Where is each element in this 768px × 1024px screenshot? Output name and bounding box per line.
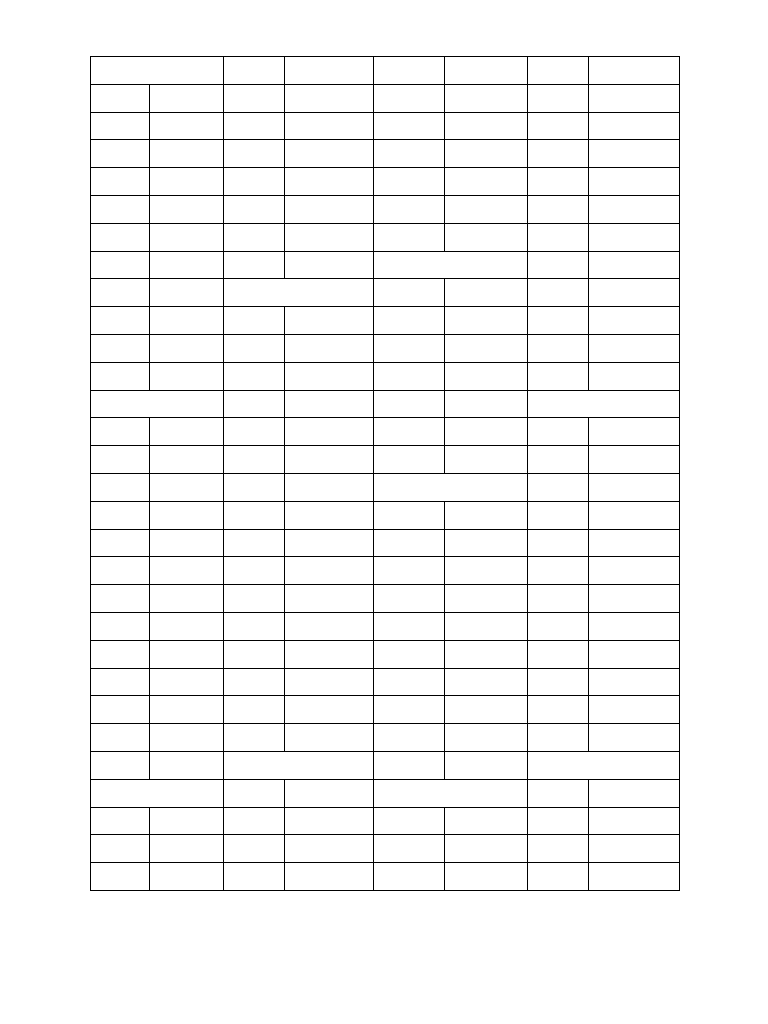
- hanzi-cell: [528, 807, 589, 835]
- hanzi-cell: [528, 585, 589, 613]
- pinyin-cell: [285, 362, 374, 390]
- hanzi-cell: [374, 612, 445, 640]
- hanzi-cell: [224, 140, 285, 168]
- table-row: [91, 168, 680, 196]
- hanzi-cell: [224, 168, 285, 196]
- hanzi-cell: [528, 779, 589, 807]
- pinyin-cell: [589, 307, 680, 335]
- pinyin-cell: [285, 724, 374, 752]
- pinyin-cell: [589, 557, 680, 585]
- hanzi-cell: [224, 473, 285, 501]
- hanzi-cell: [91, 612, 150, 640]
- table-row: [91, 668, 680, 696]
- hanzi-cell: [374, 501, 445, 529]
- hanzi-cell: [528, 640, 589, 668]
- lesson-header: [528, 751, 680, 779]
- hanzi-cell: [528, 362, 589, 390]
- pinyin-cell: [445, 501, 528, 529]
- hanzi-cell: [91, 112, 150, 140]
- hanzi-cell: [91, 724, 150, 752]
- hanzi-cell: [224, 446, 285, 474]
- hanzi-cell: [528, 529, 589, 557]
- pinyin-cell: [150, 418, 224, 446]
- pinyin-cell: [589, 446, 680, 474]
- hanzi-cell: [374, 668, 445, 696]
- pinyin-cell: [150, 112, 224, 140]
- pinyin-cell: [445, 168, 528, 196]
- pinyin-cell: [285, 779, 374, 807]
- pinyin-cell: [445, 307, 528, 335]
- hanzi-cell: [374, 585, 445, 613]
- hanzi-cell: [91, 557, 150, 585]
- table-row: [91, 835, 680, 863]
- table-row: [91, 390, 680, 418]
- hanzi-cell: [224, 334, 285, 362]
- pinyin-cell: [150, 724, 224, 752]
- pinyin-cell: [150, 585, 224, 613]
- hanzi-cell: [374, 529, 445, 557]
- table-row: [91, 362, 680, 390]
- pinyin-cell: [285, 195, 374, 223]
- pinyin-cell: [285, 223, 374, 251]
- pinyin-cell: [150, 751, 224, 779]
- table-row: [91, 473, 680, 501]
- table-row: [91, 612, 680, 640]
- hanzi-cell: [224, 418, 285, 446]
- table-row: [91, 279, 680, 307]
- pinyin-cell: [589, 529, 680, 557]
- hanzi-cell: [91, 807, 150, 835]
- pinyin-cell: [285, 446, 374, 474]
- hanzi-cell: [91, 307, 150, 335]
- hanzi-cell: [91, 585, 150, 613]
- pinyin-cell: [150, 501, 224, 529]
- hanzi-cell: [224, 585, 285, 613]
- hanzi-cell: [528, 112, 589, 140]
- hanzi-cell: [91, 446, 150, 474]
- pinyin-cell: [589, 807, 680, 835]
- pinyin-cell: [285, 112, 374, 140]
- table-row: [91, 529, 680, 557]
- table-row: [91, 585, 680, 613]
- hanzi-cell: [91, 279, 150, 307]
- hanzi-cell: [374, 724, 445, 752]
- pinyin-cell: [150, 668, 224, 696]
- hanzi-cell: [374, 807, 445, 835]
- pinyin-cell: [285, 168, 374, 196]
- hanzi-cell: [528, 84, 589, 112]
- lesson-header: [374, 473, 528, 501]
- pinyin-cell: [285, 863, 374, 891]
- hanzi-cell: [528, 612, 589, 640]
- hanzi-cell: [374, 140, 445, 168]
- hanzi-cell: [528, 251, 589, 279]
- hanzi-cell: [528, 334, 589, 362]
- table-row: [91, 307, 680, 335]
- hanzi-cell: [91, 640, 150, 668]
- pinyin-cell: [589, 724, 680, 752]
- pinyin-cell: [150, 362, 224, 390]
- pinyin-cell: [589, 195, 680, 223]
- pinyin-cell: [445, 84, 528, 112]
- hanzi-cell: [224, 307, 285, 335]
- hanzi-cell: [528, 195, 589, 223]
- pinyin-cell: [285, 251, 374, 279]
- hanzi-cell: [528, 696, 589, 724]
- hanzi-cell: [91, 835, 150, 863]
- hanzi-cell: [224, 724, 285, 752]
- table-row: [91, 640, 680, 668]
- pinyin-cell: [150, 640, 224, 668]
- pinyin-cell: [589, 251, 680, 279]
- pinyin-cell: [445, 835, 528, 863]
- pinyin-cell: [589, 585, 680, 613]
- pinyin-cell: [285, 612, 374, 640]
- pinyin-cell: [150, 334, 224, 362]
- hanzi-cell: [224, 251, 285, 279]
- pinyin-cell: [445, 612, 528, 640]
- pinyin-cell: [285, 140, 374, 168]
- hanzi-cell: [374, 168, 445, 196]
- hanzi-cell: [224, 640, 285, 668]
- hanzi-cell: [528, 140, 589, 168]
- hanzi-cell: [374, 835, 445, 863]
- pinyin-cell: [150, 473, 224, 501]
- pinyin-cell: [285, 529, 374, 557]
- table-row: [91, 84, 680, 112]
- pinyin-cell: [589, 84, 680, 112]
- hanzi-cell: [91, 84, 150, 112]
- pinyin-cell: [445, 585, 528, 613]
- pinyin-cell: [285, 696, 374, 724]
- pinyin-cell: [589, 863, 680, 891]
- pinyin-cell: [445, 724, 528, 752]
- pinyin-cell: [589, 57, 680, 85]
- pinyin-cell: [445, 668, 528, 696]
- pinyin-cell: [150, 529, 224, 557]
- pinyin-cell: [589, 668, 680, 696]
- pinyin-cell: [150, 446, 224, 474]
- hanzi-cell: [528, 307, 589, 335]
- pinyin-cell: [445, 57, 528, 85]
- pinyin-cell: [445, 279, 528, 307]
- lesson-header: [224, 751, 374, 779]
- hanzi-cell: [224, 557, 285, 585]
- hanzi-cell: [91, 168, 150, 196]
- lesson-header: [224, 279, 374, 307]
- hanzi-cell: [374, 863, 445, 891]
- hanzi-cell: [528, 418, 589, 446]
- pinyin-cell: [445, 863, 528, 891]
- hanzi-cell: [374, 223, 445, 251]
- hanzi-cell: [224, 112, 285, 140]
- hanzi-cell: [91, 696, 150, 724]
- pinyin-cell: [445, 112, 528, 140]
- pinyin-cell: [150, 863, 224, 891]
- table-row: [91, 251, 680, 279]
- pinyin-cell: [150, 195, 224, 223]
- hanzi-cell: [374, 84, 445, 112]
- hanzi-cell: [224, 696, 285, 724]
- hanzi-cell: [374, 696, 445, 724]
- hanzi-cell: [528, 724, 589, 752]
- pinyin-cell: [150, 307, 224, 335]
- hanzi-cell: [374, 751, 445, 779]
- hanzi-cell: [224, 501, 285, 529]
- pinyin-cell: [445, 557, 528, 585]
- pinyin-cell: [445, 529, 528, 557]
- table-row: [91, 501, 680, 529]
- hanzi-cell: [224, 835, 285, 863]
- pinyin-cell: [150, 279, 224, 307]
- pinyin-cell: [285, 418, 374, 446]
- pinyin-cell: [589, 140, 680, 168]
- pinyin-cell: [589, 418, 680, 446]
- pinyin-cell: [445, 446, 528, 474]
- hanzi-cell: [224, 57, 285, 85]
- hanzi-cell: [528, 279, 589, 307]
- pinyin-cell: [445, 195, 528, 223]
- pinyin-cell: [589, 612, 680, 640]
- pinyin-cell: [589, 779, 680, 807]
- pinyin-cell: [589, 835, 680, 863]
- hanzi-cell: [374, 195, 445, 223]
- pinyin-cell: [445, 696, 528, 724]
- pinyin-cell: [589, 279, 680, 307]
- pinyin-cell: [445, 334, 528, 362]
- hanzi-cell: [374, 307, 445, 335]
- lesson-header: [374, 779, 528, 807]
- hanzi-cell: [528, 57, 589, 85]
- pinyin-cell: [589, 473, 680, 501]
- hanzi-cell: [528, 835, 589, 863]
- pinyin-cell: [285, 473, 374, 501]
- lesson-header: [528, 390, 680, 418]
- table-row: [91, 863, 680, 891]
- hanzi-cell: [528, 223, 589, 251]
- pinyin-cell: [285, 390, 374, 418]
- hanzi-cell: [374, 390, 445, 418]
- hanzi-cell: [374, 112, 445, 140]
- table-row: [91, 779, 680, 807]
- lesson-header: [91, 779, 224, 807]
- hanzi-cell: [224, 668, 285, 696]
- table-row: [91, 696, 680, 724]
- pinyin-cell: [285, 557, 374, 585]
- table-row: [91, 557, 680, 585]
- hanzi-cell: [528, 168, 589, 196]
- table-row: [91, 112, 680, 140]
- hanzi-cell: [224, 390, 285, 418]
- table-row: [91, 334, 680, 362]
- pinyin-cell: [589, 223, 680, 251]
- pinyin-cell: [285, 668, 374, 696]
- hanzi-cell: [374, 446, 445, 474]
- table-row: [91, 140, 680, 168]
- pinyin-cell: [445, 390, 528, 418]
- pinyin-cell: [589, 501, 680, 529]
- hanzi-cell: [528, 668, 589, 696]
- hanzi-cell: [91, 362, 150, 390]
- table-row: [91, 195, 680, 223]
- hanzi-cell: [91, 863, 150, 891]
- table-row: [91, 418, 680, 446]
- pinyin-cell: [150, 807, 224, 835]
- hanzi-cell: [91, 251, 150, 279]
- pinyin-cell: [150, 612, 224, 640]
- hanzi-cell: [224, 529, 285, 557]
- hanzi-cell: [528, 473, 589, 501]
- hanzi-cell: [91, 668, 150, 696]
- pinyin-cell: [150, 84, 224, 112]
- pinyin-cell: [285, 334, 374, 362]
- pinyin-cell: [285, 501, 374, 529]
- pinyin-cell: [150, 696, 224, 724]
- pinyin-cell: [285, 585, 374, 613]
- pinyin-cell: [589, 112, 680, 140]
- pinyin-cell: [285, 57, 374, 85]
- pinyin-cell: [445, 640, 528, 668]
- hanzi-cell: [224, 779, 285, 807]
- hanzi-cell: [91, 473, 150, 501]
- pinyin-cell: [285, 640, 374, 668]
- hanzi-cell: [224, 195, 285, 223]
- pinyin-cell: [150, 140, 224, 168]
- pinyin-cell: [445, 362, 528, 390]
- hanzi-cell: [224, 863, 285, 891]
- hanzi-cell: [374, 418, 445, 446]
- hanzi-cell: [528, 863, 589, 891]
- hanzi-cell: [528, 446, 589, 474]
- pinyin-cell: [589, 362, 680, 390]
- hanzi-cell: [374, 334, 445, 362]
- table-row: [91, 807, 680, 835]
- lesson-header: [91, 390, 224, 418]
- hanzi-cell: [91, 501, 150, 529]
- table-row: [91, 223, 680, 251]
- pinyin-cell: [589, 334, 680, 362]
- table-row: [91, 446, 680, 474]
- table-row: [91, 57, 680, 85]
- hanzi-cell: [224, 362, 285, 390]
- pinyin-cell: [285, 307, 374, 335]
- hanzi-cell: [374, 279, 445, 307]
- hanzi-cell: [91, 223, 150, 251]
- lesson-header: [374, 251, 528, 279]
- pinyin-cell: [285, 84, 374, 112]
- pinyin-cell: [589, 696, 680, 724]
- pinyin-cell: [150, 251, 224, 279]
- hanzi-cell: [224, 84, 285, 112]
- pinyin-cell: [589, 640, 680, 668]
- hanzi-cell: [528, 557, 589, 585]
- hanzi-cell: [374, 362, 445, 390]
- table-row: [91, 751, 680, 779]
- pinyin-cell: [445, 418, 528, 446]
- pinyin-cell: [445, 140, 528, 168]
- pinyin-cell: [589, 168, 680, 196]
- lesson-header: [91, 57, 224, 85]
- pinyin-cell: [285, 835, 374, 863]
- pinyin-cell: [285, 807, 374, 835]
- hanzi-cell: [374, 640, 445, 668]
- vocabulary-table: [90, 56, 680, 891]
- table-row: [91, 724, 680, 752]
- hanzi-cell: [91, 140, 150, 168]
- hanzi-cell: [91, 334, 150, 362]
- hanzi-cell: [224, 612, 285, 640]
- pinyin-cell: [150, 223, 224, 251]
- hanzi-cell: [91, 418, 150, 446]
- hanzi-cell: [91, 195, 150, 223]
- hanzi-cell: [374, 57, 445, 85]
- hanzi-cell: [91, 529, 150, 557]
- hanzi-cell: [91, 751, 150, 779]
- pinyin-cell: [150, 557, 224, 585]
- pinyin-cell: [150, 168, 224, 196]
- hanzi-cell: [224, 807, 285, 835]
- pinyin-cell: [445, 751, 528, 779]
- pinyin-cell: [445, 807, 528, 835]
- hanzi-cell: [374, 557, 445, 585]
- hanzi-cell: [528, 501, 589, 529]
- pinyin-cell: [445, 223, 528, 251]
- pinyin-cell: [150, 835, 224, 863]
- hanzi-cell: [224, 223, 285, 251]
